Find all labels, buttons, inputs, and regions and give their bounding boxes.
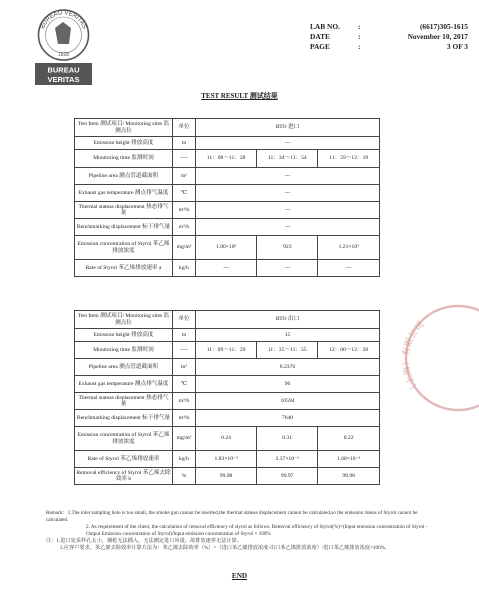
- head-site: RTO 进口: [196, 119, 380, 137]
- remark-2: 2. As requirement of the client, the calculation of removal efficiency of styrol as follows: Removal efficiency of Styrol(%)=(Input emission concentration of Styrol -Output Emission concentration of Styrol)/Input emission concentration of Styrol × 100%: [86, 524, 428, 537]
- remark-cn-1: 注：1.进口处采样孔太小，烟枪无法插入，无法测定进口风量，故排放速率无法计算。: [46, 538, 242, 544]
- table-row: Rate of Styrol 苯乙烯排放速率 kg/h 1.83×10⁻³ 2.37×10⁻³ 1.68×10⁻³: [75, 451, 380, 468]
- header-page: PAGE : 3 OF 3: [310, 42, 468, 51]
- table-row: Exhaust gas temperature 测点排气温度 ℃ 96: [75, 376, 380, 393]
- table-row: [75, 119, 380, 137]
- table-row: Emission height 排放高度 m 15: [75, 329, 380, 342]
- table-row: Thermal stateas displacement 热态排气量 m³/h 10594: [75, 393, 380, 410]
- logo-year: 1828: [57, 52, 70, 58]
- table-row: Emission concentration of Styrol 苯乙烯排放浓度 mg/m³ 0.24 0.31 0.22: [75, 427, 380, 451]
- test-result-title: TEST RESULT 测试结果: [201, 92, 278, 100]
- header-lab-no: LAB NO. : (6617)305-1615: [310, 22, 468, 31]
- rto-outlet-table: [74, 310, 380, 485]
- logo-arc-text: BUREAU VERITAS: [40, 10, 87, 30]
- remarks: [46, 510, 438, 552]
- table-row: Pipeline area 测点管道截面积 m² 0.2376: [75, 359, 380, 376]
- table-row: Rate of Styrol 苯乙烯排放速率 a kg/h --- --- ---: [75, 260, 380, 277]
- header-date: DATE : November 10, 2017: [310, 32, 468, 41]
- remark-cn-2: 2.应客户要求，苯乙烯去除效率计算方法为：苯乙烯去除效率（%）=（进口苯乙烯排放浓度-出口苯乙烯排放浓度）/进口苯乙烯排放浓度×100%。: [60, 545, 391, 551]
- table-row: Emission concentration of Styrol 苯乙烯排放浓度 mg/m³ 1.06×10³ 923 1.21×10³: [75, 236, 380, 260]
- logo-word2: VERITAS: [47, 75, 80, 84]
- logo-word1: BUREAU: [47, 65, 80, 75]
- table-row: Monitoring time 监测时间 ---- 11：09～11：29 11：35～11：55 12：00～12：20: [75, 342, 380, 359]
- table-row: Benchmarking displacement 标干排气量 m³/h ---: [75, 219, 380, 236]
- table-row: Removal efficiency of Styrol 苯乙烯去除效率 b % 99.98 99.97 99.98: [75, 468, 380, 485]
- seal-text: （上海）有限公司: [401, 320, 427, 395]
- table-row: Exhaust gas temperature 测点排气温度 ℃ ---: [75, 185, 380, 202]
- rto-inlet-table: [74, 118, 380, 277]
- table-row: Emission height 排放高度 m ---: [75, 137, 380, 150]
- table-row: Test Item 测试项目/ Monitoring sites 监测点位 单位 RTO 出口: [75, 311, 380, 329]
- table-row: Benchmarking displacement 标干排气量 m³/h 7640: [75, 410, 380, 427]
- remark-1: Remark：1.The inlet sampling hole is too small, the smoke gun cannot be inserted,the thermal stateas displacement cannot be calculated,so the emission rateas of Styrol cannot be calculated.: [46, 510, 418, 523]
- table-row: Pipeline area 测点管道截面积 m² ---: [75, 168, 380, 185]
- end-marker: END: [231, 572, 248, 580]
- head-item: Test Item 测试项目/ Monitoring sites 监测点位: [75, 119, 173, 137]
- head-unit: 单位: [173, 119, 196, 137]
- table-row: Monitoring time 监测时间 ---- 11：08～11：28 11：34～11：54 11：59～12：19: [75, 150, 380, 168]
- report-header: [310, 22, 468, 52]
- table-row: Thermal stateas displacement 热态排气量 m³/h ---: [75, 202, 380, 219]
- company-seal: [392, 294, 479, 422]
- bureau-veritas-logo: [33, 8, 94, 86]
